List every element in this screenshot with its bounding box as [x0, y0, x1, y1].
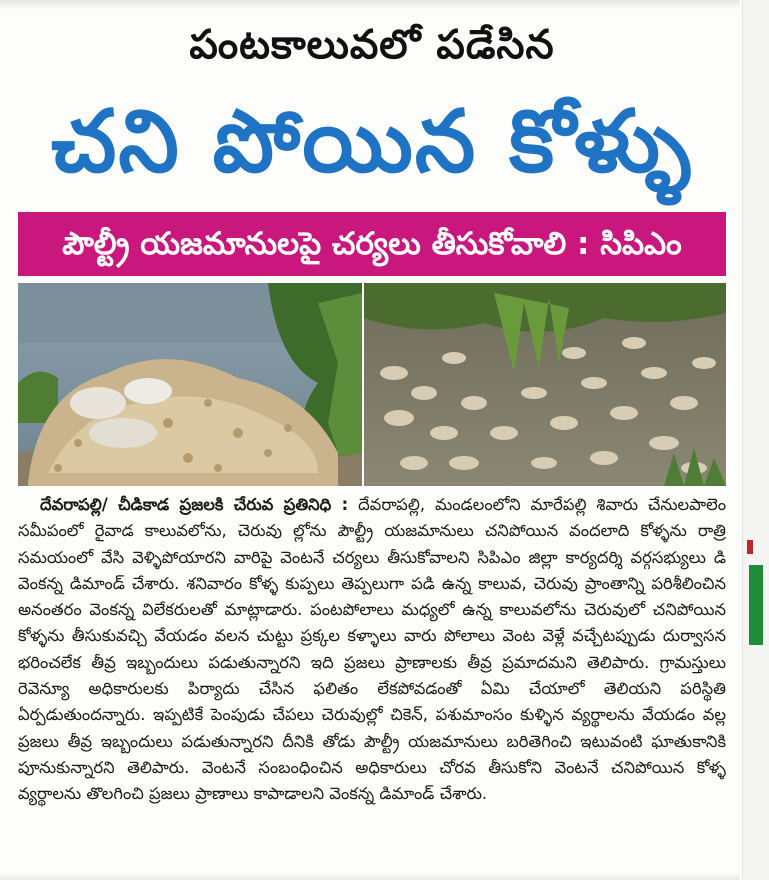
- article-body-text: దేవరాపల్లి, మండలంలోని మారేపల్లి శివారు చేనులపాలెం సమీపంలో రైవాడ కాలువలోను, చెరువు ల్లోను పౌల్ట్రీ యజమానులు చనిపోయిన వందలాది కోళ్ళను రాత్రి సమయంలో వేసి వెళ్ళిపోయారని వారిపై వెంటనే చర్యలు తీసుకోవాలని సిపిఎం జిల్లా కార్యదర్శి వర్గసభ్యులు డి వెంకన్న డిమాండ్ చేశారు. శనివారం కోళ్ళ కుప్పలు తెప్పలుగా పడి ఉన్న కాలువ, చెరువు ప్రాంతాన్ని పరిశీలించిన అనంతరం వెంకన్న విలేకరులతో మాట్లాడారు. పంటపోలాలు మధ్యలో ఉన్న కాలువలోను చెరువులో చనిపోయిన కోళ్ళను తీసుకువచ్చి వేయడం వలన చుట్టు ప్రక్కల కళ్ళాలు వారు పోలాలు వెంట వెళ్లే వచ్చేటప్పుడు దుర్వాసన భరించలేక తీవ్ర ఇబ్బందులు పడుతున్నారని ఇది ప్రజలు ప్రాణాలకు తీవ్ర ప్రమాదమని తెలిపారు. గ్రామస్తులు రెవెన్యూ అధికారులకు పిర్యాదు చేసిన ఫలితం లేకపోవడంతో ఏమి చేయాలో తెలియని పరిస్థితి ఏర్పడుతుందన్నారు. ఇప్పటికే పెంపుడు చేపలు చెరువుల్లో చికెన్, పశుమాంసం కుళ్ళిన వ్యర్థాలను వేయడం వల్ల ప్రజలు తీవ్ర ఇబ్బందులు పడుతున్నారని దీనికి తోడు పౌల్ట్రీ యజమానులు బరితెగించి ఇటువంటి ఘాతుకానికి పూనుకున్నారని తెలిపారు. వెంటనే సంబంధించిన అధికారులు చోరవ తీసుకోని వెంటనే చనిపోయిన కోళ్ళ వ్యర్థాలను తొలగించి ప్రజలు ప్రాణాలు కాపాడాలని వెంకన్న డిమాండ్ చేశారు.: [18, 495, 726, 804]
- next-article-edge: [0, 872, 740, 880]
- article-dateline: దేవరాపల్లి/ చీడికాడ ప్రజలకి చేరువ ప్రతినిధి :: [40, 495, 349, 514]
- adjacent-red-mark: [747, 540, 753, 554]
- adjacent-column-edge: [742, 0, 769, 880]
- photo-canal-bank: [18, 283, 362, 486]
- previous-article-edge: [0, 0, 740, 10]
- photo-pond: [364, 283, 726, 486]
- article-body: [18, 492, 726, 808]
- article-subhead: పౌల్ట్రీ యజమానులపై చర్యలు తీసుకోవాలి : సిపిఎం: [18, 212, 726, 276]
- photo-canal-bank-image: [18, 283, 362, 486]
- article-headline: చని పోయిన కోళ్ళు: [51, 92, 693, 192]
- photo-pond-image: [364, 283, 726, 486]
- adjacent-green-mark: [749, 565, 763, 645]
- article-kicker: పంటకాలువలో పడేసిన: [189, 22, 555, 68]
